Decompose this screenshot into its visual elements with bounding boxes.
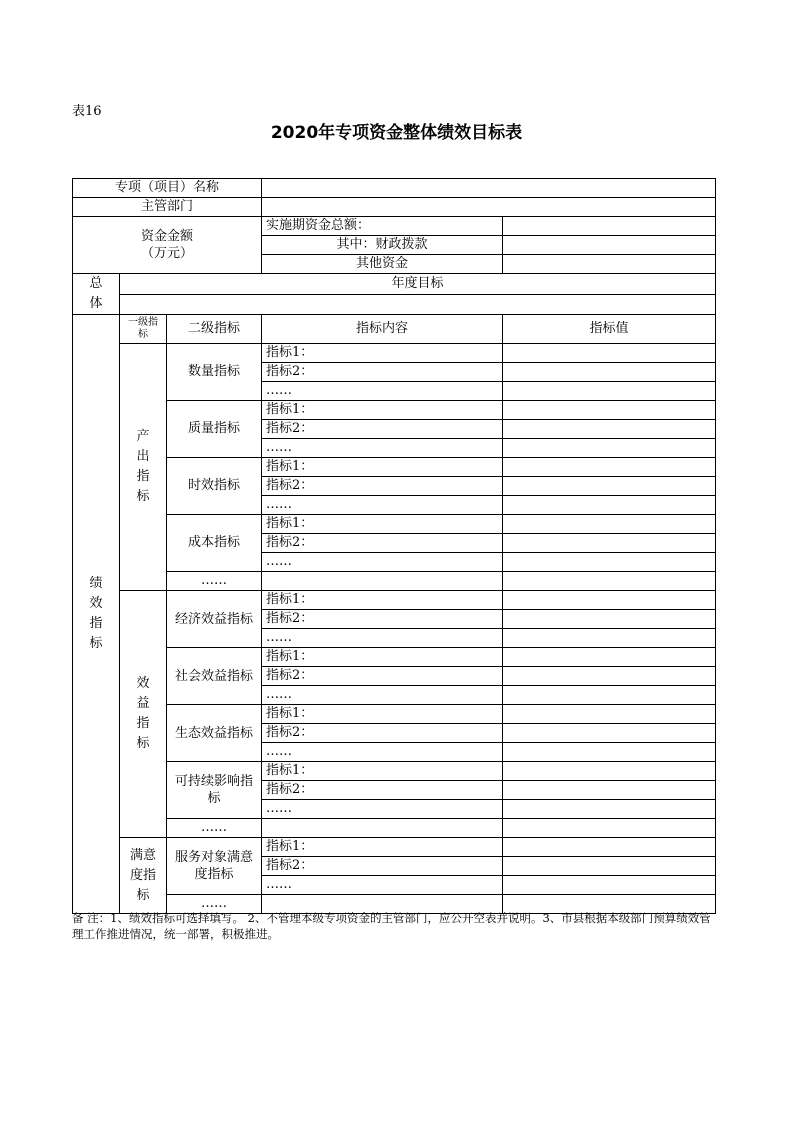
output-indicator-label: 产 出 指 标 bbox=[120, 344, 167, 591]
indicator-row[interactable]: 指标1： bbox=[262, 458, 503, 477]
indicator-row[interactable]: 指标2： bbox=[262, 857, 503, 876]
department-label: 主管部门 bbox=[73, 198, 262, 217]
indicator-value[interactable] bbox=[503, 496, 716, 515]
indicator-value[interactable] bbox=[503, 572, 716, 591]
indicator-row[interactable]: 指标2： bbox=[262, 363, 503, 382]
indicator-value[interactable] bbox=[503, 515, 716, 534]
indicator-row[interactable]: 指标2： bbox=[262, 534, 503, 553]
indicator-row[interactable]: 指标1： bbox=[262, 648, 503, 667]
indicator-value[interactable] bbox=[503, 648, 716, 667]
indicator-row[interactable]: …… bbox=[262, 743, 503, 762]
quality-indicator: 质量指标 bbox=[167, 401, 262, 458]
indicator-row[interactable]: 指标2： bbox=[262, 781, 503, 800]
indicator-row[interactable]: …… bbox=[262, 553, 503, 572]
indicator-value[interactable] bbox=[503, 743, 716, 762]
indicator-value[interactable] bbox=[503, 800, 716, 819]
economic-benefit-indicator: 经济效益指标 bbox=[167, 591, 262, 648]
indicator-value[interactable] bbox=[503, 610, 716, 629]
performance-indicator-label: 绩 效 指 标 bbox=[73, 315, 120, 914]
quantity-indicator: 数量指标 bbox=[167, 344, 262, 401]
indicator-value[interactable] bbox=[503, 819, 716, 838]
indicator-value[interactable] bbox=[503, 857, 716, 876]
sustainable-impact-indicator: 可持续影响指标 bbox=[167, 762, 262, 819]
indicator-value[interactable] bbox=[503, 439, 716, 458]
content-header: 指标内容 bbox=[262, 315, 503, 344]
indicator-row[interactable]: …… bbox=[262, 382, 503, 401]
satisfaction-indicator-label: 满意 度指 标 bbox=[120, 838, 167, 914]
more-level2-satisfaction[interactable]: …… bbox=[167, 895, 262, 914]
indicator-value[interactable] bbox=[503, 686, 716, 705]
indicator-value[interactable] bbox=[503, 401, 716, 420]
indicator-value[interactable] bbox=[503, 420, 716, 439]
table-number-label: 表16 bbox=[72, 104, 102, 119]
indicator-value[interactable] bbox=[503, 705, 716, 724]
indicator-value[interactable] bbox=[503, 344, 716, 363]
other-funds-label: 其他资金 bbox=[262, 255, 503, 274]
level1-header: 一级指标 bbox=[120, 315, 167, 344]
indicator-row[interactable]: …… bbox=[262, 496, 503, 515]
indicator-value[interactable] bbox=[503, 781, 716, 800]
service-satisfaction-indicator: 服务对象满意度指标 bbox=[167, 838, 262, 895]
indicator-value[interactable] bbox=[503, 876, 716, 895]
other-funds-field[interactable] bbox=[503, 255, 716, 274]
footnote: 备 注：1、绩效指标可选择填写。 2、不管理本级专项资金的主管部门，应公开空表并说明。3、市县根据本级部门预算绩效管理工作推进情况，统一部署，积极推进。 bbox=[72, 911, 711, 941]
annual-target-label: 年度目标 bbox=[120, 274, 716, 295]
indicator-value[interactable] bbox=[503, 724, 716, 743]
indicator-value[interactable] bbox=[503, 382, 716, 401]
funds-label: 资金金额 （万元） bbox=[73, 217, 262, 274]
indicator-row[interactable]: …… bbox=[262, 439, 503, 458]
project-name-label: 专项（项目）名称 bbox=[73, 179, 262, 198]
value-header: 指标值 bbox=[503, 315, 716, 344]
indicator-row[interactable]: 指标2： bbox=[262, 477, 503, 496]
overall-label: 总 体 bbox=[73, 274, 120, 315]
total-funds-label: 实施期资金总额： bbox=[262, 217, 503, 236]
department-field[interactable] bbox=[262, 198, 716, 217]
performance-target-table bbox=[72, 178, 716, 914]
indicator-value[interactable] bbox=[503, 534, 716, 553]
more-level2-output[interactable]: …… bbox=[167, 572, 262, 591]
indicator-row[interactable]: 指标2： bbox=[262, 667, 503, 686]
indicator-value[interactable] bbox=[503, 458, 716, 477]
indicator-row[interactable]: 指标1： bbox=[262, 838, 503, 857]
ecological-benefit-indicator: 生态效益指标 bbox=[167, 705, 262, 762]
annual-target-field[interactable] bbox=[120, 294, 716, 315]
timeliness-indicator: 时效指标 bbox=[167, 458, 262, 515]
indicator-row[interactable]: 指标1： bbox=[262, 705, 503, 724]
indicator-row[interactable]: 指标1： bbox=[262, 401, 503, 420]
indicator-row[interactable]: 指标2： bbox=[262, 610, 503, 629]
project-name-field[interactable] bbox=[262, 179, 716, 198]
cost-indicator: 成本指标 bbox=[167, 515, 262, 572]
indicator-value[interactable] bbox=[503, 553, 716, 572]
indicator-row[interactable]: …… bbox=[262, 876, 503, 895]
indicator-row[interactable]: …… bbox=[262, 800, 503, 819]
indicator-row[interactable]: 指标2： bbox=[262, 724, 503, 743]
indicator-row[interactable]: 指标1： bbox=[262, 344, 503, 363]
total-funds-field[interactable] bbox=[503, 217, 716, 236]
indicator-row[interactable]: 指标1： bbox=[262, 515, 503, 534]
indicator-value[interactable] bbox=[503, 838, 716, 857]
indicator-row[interactable]: …… bbox=[262, 686, 503, 705]
social-benefit-indicator: 社会效益指标 bbox=[167, 648, 262, 705]
indicator-row[interactable]: 指标2： bbox=[262, 420, 503, 439]
indicator-value[interactable] bbox=[503, 363, 716, 382]
indicator-value[interactable] bbox=[503, 762, 716, 781]
indicator-row[interactable]: 指标1： bbox=[262, 591, 503, 610]
indicator-row[interactable] bbox=[262, 572, 503, 591]
fiscal-funds-field[interactable] bbox=[503, 236, 716, 255]
indicator-value[interactable] bbox=[503, 629, 716, 648]
indicator-value[interactable] bbox=[503, 667, 716, 686]
benefit-indicator-label: 效 益 指 标 bbox=[120, 591, 167, 838]
more-level2-benefit[interactable]: …… bbox=[167, 819, 262, 838]
indicator-row[interactable] bbox=[262, 819, 503, 838]
indicator-value[interactable] bbox=[503, 477, 716, 496]
level2-header: 二级指标 bbox=[167, 315, 262, 344]
fiscal-funds-label: 其中：财政拨款 bbox=[262, 236, 503, 255]
page-title: 2020年专项资金整体绩效目标表 bbox=[270, 123, 523, 143]
indicator-row[interactable]: …… bbox=[262, 629, 503, 648]
indicator-row[interactable]: 指标1： bbox=[262, 762, 503, 781]
indicator-value[interactable] bbox=[503, 591, 716, 610]
